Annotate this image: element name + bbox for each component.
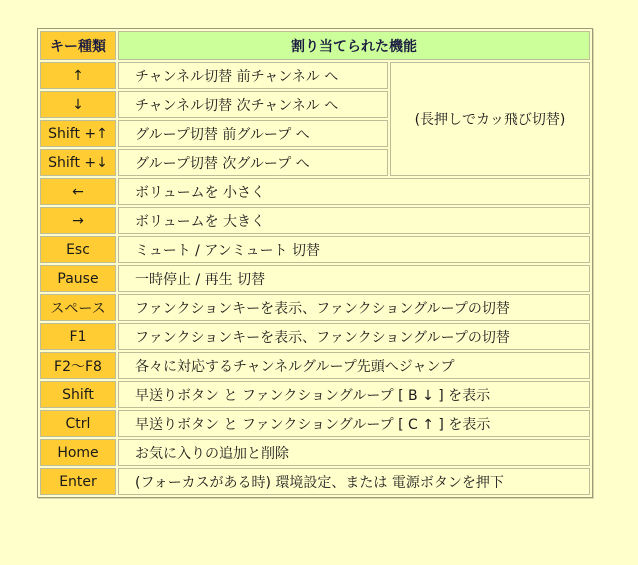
function-cell: ボリュームを 小さく xyxy=(118,178,590,205)
key-cell: スペース xyxy=(40,294,116,321)
function-cell: グループ切替 次グループ へ xyxy=(118,149,388,176)
function-cell: チャンネル切替 次チャンネル へ xyxy=(118,91,388,118)
function-cell: ファンクションキーを表示、ファンクショングループの切替 xyxy=(118,323,590,350)
key-cell: Home xyxy=(40,439,116,466)
key-cell: ↑ xyxy=(40,62,116,89)
function-cell: ミュート / アンミュート 切替 xyxy=(118,236,590,263)
key-cell: Enter xyxy=(40,468,116,495)
key-cell: Shift +↓ xyxy=(40,149,116,176)
key-cell: Ctrl xyxy=(40,410,116,437)
key-cell: F1 xyxy=(40,323,116,350)
long-press-note: (長押しでカッ飛び切替) xyxy=(390,62,590,176)
key-cell: ← xyxy=(40,178,116,205)
function-cell: ファンクションキーを表示、ファンクショングループの切替 xyxy=(118,294,590,321)
key-cell: → xyxy=(40,207,116,234)
key-cell: Pause xyxy=(40,265,116,292)
function-cell: 早送りボタン と ファンクショングループ [ B ↓ ] を表示 xyxy=(118,381,590,408)
key-cell: ↓ xyxy=(40,91,116,118)
table-row xyxy=(40,178,590,205)
table-row xyxy=(40,323,590,350)
table-row xyxy=(40,265,590,292)
table-row xyxy=(40,410,590,437)
key-cell: Shift xyxy=(40,381,116,408)
key-cell: F2～F8 xyxy=(40,352,116,379)
table-row xyxy=(40,468,590,495)
table-row xyxy=(40,381,590,408)
header-assigned-function: 割り当てられた機能 xyxy=(118,31,590,60)
table-row xyxy=(40,62,590,89)
key-cell: Esc xyxy=(40,236,116,263)
function-cell: (フォーカスがある時) 環境設定、または 電源ボタンを押下 xyxy=(118,468,590,495)
table-row xyxy=(40,439,590,466)
table-row xyxy=(40,294,590,321)
function-cell: チャンネル切替 前チャンネル へ xyxy=(118,62,388,89)
function-cell: お気に入りの追加と削除 xyxy=(118,439,590,466)
key-assignment-table xyxy=(37,28,593,498)
function-cell: グループ切替 前グループ へ xyxy=(118,120,388,147)
table-row xyxy=(40,236,590,263)
function-cell: ボリュームを 大きく xyxy=(118,207,590,234)
table-header-row xyxy=(40,31,590,60)
function-cell: 早送りボタン と ファンクショングループ [ C ↑ ] を表示 xyxy=(118,410,590,437)
header-key-type: キー種類 xyxy=(40,31,116,60)
table-row xyxy=(40,352,590,379)
key-cell: Shift +↑ xyxy=(40,120,116,147)
table-row xyxy=(40,207,590,234)
function-cell: 各々に対応するチャンネルグループ先頭へジャンプ xyxy=(118,352,590,379)
function-cell: 一時停止 / 再生 切替 xyxy=(118,265,590,292)
